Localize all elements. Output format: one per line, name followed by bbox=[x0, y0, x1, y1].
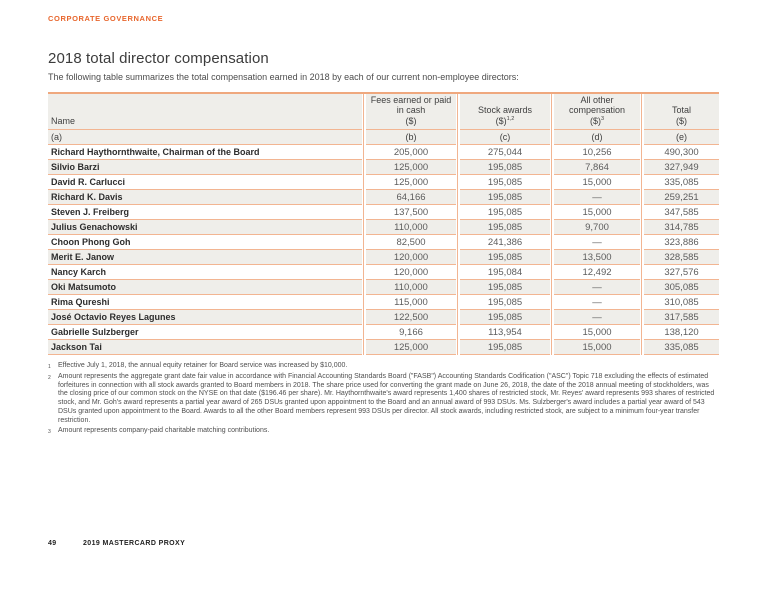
stock-awards-value: 195,084 bbox=[460, 265, 550, 280]
page-title: 2018 total director compensation bbox=[48, 50, 269, 67]
director-name: Rima Qureshi bbox=[48, 295, 362, 310]
other-comp-value: 13,500 bbox=[554, 250, 640, 265]
footnote-marker: 3 bbox=[48, 428, 51, 435]
stock-awards-value: 195,085 bbox=[460, 220, 550, 235]
column-header-stock-awards: Stock awards ($)$^{1,2}$ bbox=[460, 94, 550, 130]
other-comp-value: — bbox=[554, 190, 640, 205]
other-comp-value: 9,700 bbox=[554, 220, 640, 235]
other-comp-value: 15,000 bbox=[554, 340, 640, 355]
fees-value: 110,000 bbox=[366, 280, 456, 295]
director-name: David R. Carlucci bbox=[48, 175, 362, 190]
stock-awards-value: 195,085 bbox=[460, 250, 550, 265]
compensation-table bbox=[44, 94, 723, 355]
table-header-row bbox=[48, 94, 719, 130]
director-name: Merit E. Janow bbox=[48, 250, 362, 265]
stock-awards-value: 241,386 bbox=[460, 235, 550, 250]
fees-value: 125,000 bbox=[366, 160, 456, 175]
total-value: 314,785 bbox=[644, 220, 719, 235]
footnote-text: Amount represents the aggregate grant date fair value in accordance with Financial Accounting Standards Board ("FASB") Accounting Standards Codification ("ASC") Topic 718 excluding the effects of estimated forfeitures in connection with all stock awards granted to Board members in 2018. The share price used for converting the grant made on June 26, 2018, the date of the 2018 annual meeting of stockholders, was the closing price of our common stock on the NYSE on that date ($196.46 per share). Mr. Haythornthwaite's award represents 1,400 shares of restricted stock, Mr. Reyes' award represents 993 shares of restricted stock, and Mr. Goh's award represents a partial year award of 265 DSUs granted upon appointment to the Board and an annual award of 993 DSUs. Ms. Sulzberger's award includes a partial year award of 543 DSUs granted upon appointment to the Board. Awards to all the other Board members represent 993 DSUs per director. All stock awards, including restricted stock, are subject to a minimum four-year transfer restriction. bbox=[58, 372, 715, 424]
fees-value: 115,000 bbox=[366, 295, 456, 310]
fees-value: 120,000 bbox=[366, 265, 456, 280]
table-row bbox=[48, 235, 719, 250]
footnote-2 bbox=[48, 373, 719, 426]
fees-value: 64,166 bbox=[366, 190, 456, 205]
page-number: 49 bbox=[48, 540, 57, 547]
table-row bbox=[48, 145, 719, 160]
stock-awards-value: 195,085 bbox=[460, 190, 550, 205]
total-value: 317,585 bbox=[644, 310, 719, 325]
stock-awards-value: 195,085 bbox=[460, 340, 550, 355]
director-name: Richard K. Davis bbox=[48, 190, 362, 205]
director-name: Nancy Karch bbox=[48, 265, 362, 280]
footnote-ref-3: 3 bbox=[600, 115, 605, 122]
stock-awards-value: 275,044 bbox=[460, 145, 550, 160]
total-value: 259,251 bbox=[644, 190, 719, 205]
column-letter-c: (c) bbox=[460, 130, 550, 145]
other-comp-value: 15,000 bbox=[554, 175, 640, 190]
director-name: Gabrielle Sulzberger bbox=[48, 325, 362, 340]
compensation-table-wrapper bbox=[48, 92, 719, 355]
footnote-1 bbox=[48, 362, 719, 372]
other-comp-value: 12,492 bbox=[554, 265, 640, 280]
fees-value: 9,166 bbox=[366, 325, 456, 340]
stock-awards-value: 195,085 bbox=[460, 310, 550, 325]
fees-value: 122,500 bbox=[366, 310, 456, 325]
table-row bbox=[48, 160, 719, 175]
director-name: Jackson Tai bbox=[48, 340, 362, 355]
fees-value: 205,000 bbox=[366, 145, 456, 160]
total-value: 490,300 bbox=[644, 145, 719, 160]
table-row bbox=[48, 175, 719, 190]
other-comp-value: — bbox=[554, 310, 640, 325]
director-name: Silvio Barzi bbox=[48, 160, 362, 175]
stock-awards-value: 113,954 bbox=[460, 325, 550, 340]
table-row bbox=[48, 310, 719, 325]
column-letter-row bbox=[48, 130, 719, 145]
column-divider bbox=[457, 94, 458, 355]
director-name: Richard Haythornthwaite, Chairman of the Board bbox=[48, 145, 362, 160]
footnote-text: Effective July 1, 2018, the annual equity retainer for Board service was increased by $10,000. bbox=[58, 362, 348, 369]
fees-value: 120,000 bbox=[366, 250, 456, 265]
column-letter-e: (e) bbox=[644, 130, 719, 145]
footnote-marker: 1 bbox=[48, 364, 51, 370]
column-letter-b: (b) bbox=[366, 130, 456, 145]
column-letter-d: (d) bbox=[554, 130, 640, 145]
total-value: 310,085 bbox=[644, 295, 719, 310]
director-name: Oki Matsumoto bbox=[48, 280, 362, 295]
table-row bbox=[48, 325, 719, 340]
footnote-ref-12: 1,2 bbox=[506, 115, 515, 122]
total-value: 323,886 bbox=[644, 235, 719, 250]
column-header-total: Total ($) bbox=[644, 94, 719, 130]
table-row bbox=[48, 280, 719, 295]
total-value: 327,576 bbox=[644, 265, 719, 280]
table-row bbox=[48, 250, 719, 265]
table-row bbox=[48, 265, 719, 280]
stock-awards-value: 195,085 bbox=[460, 295, 550, 310]
other-comp-value: — bbox=[554, 295, 640, 310]
column-divider bbox=[363, 94, 364, 355]
footnote-3 bbox=[48, 427, 719, 437]
table-row bbox=[48, 295, 719, 310]
table-row bbox=[48, 205, 719, 220]
page-footer bbox=[48, 540, 185, 547]
footer-label: 2019 MASTERCARD PROXY bbox=[83, 540, 186, 547]
column-letter-a: (a) bbox=[48, 130, 362, 145]
fees-value: 82,500 bbox=[366, 235, 456, 250]
director-name: José Octavio Reyes Lagunes bbox=[48, 310, 362, 325]
stock-awards-value: 195,085 bbox=[460, 175, 550, 190]
column-divider bbox=[551, 94, 552, 355]
page-content bbox=[48, 0, 719, 437]
table-row bbox=[48, 190, 719, 205]
footnote-marker: 2 bbox=[48, 374, 51, 381]
column-header-fees: Fees earned or paid in cash ($) bbox=[366, 94, 456, 130]
footnote-text: Amount represents company-paid charitable matching contributions. bbox=[58, 426, 270, 434]
total-value: 327,949 bbox=[644, 160, 719, 175]
fees-value: 125,000 bbox=[366, 175, 456, 190]
total-value: 335,085 bbox=[644, 340, 719, 355]
other-comp-value: — bbox=[554, 280, 640, 295]
director-name: Steven J. Freiberg bbox=[48, 205, 362, 220]
table-row bbox=[48, 220, 719, 235]
total-value: 347,585 bbox=[644, 205, 719, 220]
other-comp-value: 7,864 bbox=[554, 160, 640, 175]
other-comp-value: 10,256 bbox=[554, 145, 640, 160]
column-header-name: Name bbox=[48, 94, 362, 130]
table-row bbox=[48, 340, 719, 355]
fees-value: 137,500 bbox=[366, 205, 456, 220]
footnotes bbox=[48, 362, 719, 436]
column-divider bbox=[641, 94, 642, 355]
fees-value: 110,000 bbox=[366, 220, 456, 235]
section-eyebrow: CORPORATE GOVERNANCE bbox=[48, 14, 164, 23]
stock-awards-value: 195,085 bbox=[460, 160, 550, 175]
other-comp-value: 15,000 bbox=[554, 325, 640, 340]
total-value: 335,085 bbox=[644, 175, 719, 190]
intro-text: The following table summarizes the total compensation earned in 2018 by each of our current non-employee directors: bbox=[48, 72, 519, 82]
stock-awards-value: 195,085 bbox=[460, 205, 550, 220]
director-name: Choon Phong Goh bbox=[48, 235, 362, 250]
director-name: Julius Genachowski bbox=[48, 220, 362, 235]
fees-value: 125,000 bbox=[366, 340, 456, 355]
other-comp-value: 15,000 bbox=[554, 205, 640, 220]
total-value: 305,085 bbox=[644, 280, 719, 295]
column-header-all-other: All other compensation ($)$^3$ bbox=[554, 94, 640, 130]
other-comp-value: — bbox=[554, 235, 640, 250]
stock-awards-value: 195,085 bbox=[460, 280, 550, 295]
total-value: 138,120 bbox=[644, 325, 719, 340]
total-value: 328,585 bbox=[644, 250, 719, 265]
